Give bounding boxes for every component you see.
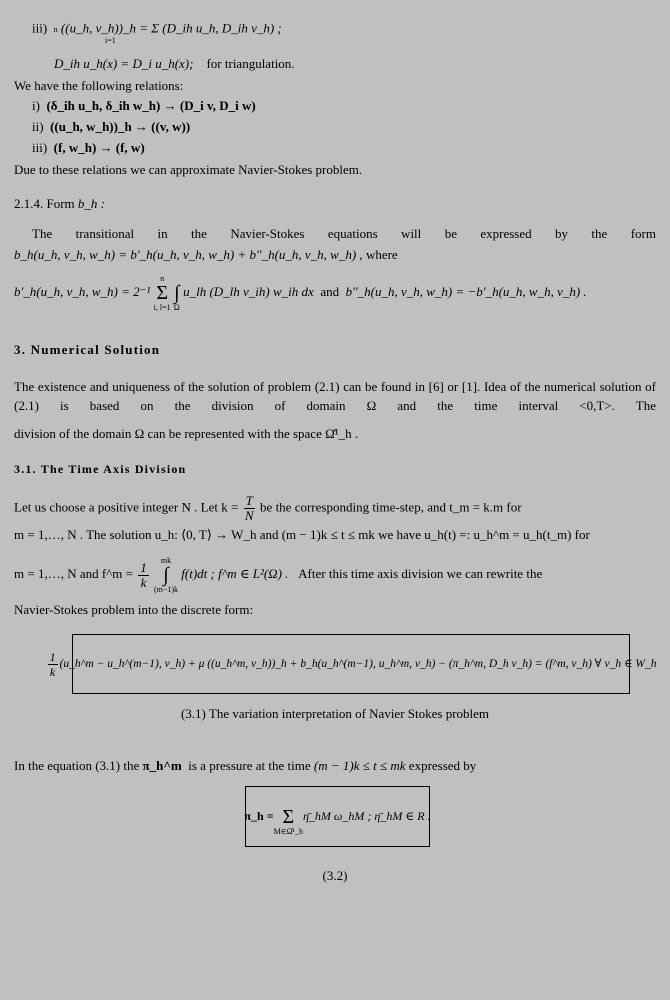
form-paragraph-line2 xyxy=(14,247,656,263)
form-definition: b_h(u_h, v_h, w_h) = b'_h(u_h, v_h, w_h) + b''_h(u_h, v_h, w_h) , xyxy=(14,247,363,262)
heading-text: 2.1.4. Form xyxy=(14,196,75,211)
pressure-symbol: π_h^m xyxy=(142,758,182,773)
eq32-right: η̄_hM ω_hM ; η̄_hM ∈ R . xyxy=(302,809,431,823)
section-3-paragraph-last: division of the domain Ω can be represented with the space Ω̊¹_h . xyxy=(14,426,359,441)
equation-3-2-label: (3.2) xyxy=(322,868,348,883)
heading-symbol: b_h : xyxy=(77,196,106,211)
b-double-prime: b''_h(u_h, v_h, w_h) = −b'_h(u_h, w_h, v_h) . xyxy=(345,283,587,299)
sum-symbol: Σ M∈Ω̊¹_h xyxy=(273,805,303,836)
pressure-text-c: expressed by xyxy=(408,758,477,773)
pressure-text-b: is a pressure at the time xyxy=(188,758,311,773)
time-division-line2: m = 1,…, N . The solution u_h: ⟨0, T⟩ → W_h and (m − 1)k ≤ t ≤ mk we have u_h(t) =: u_h^m = u_h(t_m) for xyxy=(14,527,590,542)
line3-formula: f(t)dt ; f^m ∈ L²(Ω) . xyxy=(181,565,289,581)
relation-formula: (f, w_h) → (f, w) xyxy=(53,140,145,155)
sum-lower-limit: i=1 xyxy=(105,36,116,45)
line1-text-b: be the corresponding time-step, and t_m = k.m for xyxy=(260,499,522,515)
form-paragraph-line1: The transitional in the Navier-Stokes equations will be expressed by the form xyxy=(32,226,656,241)
relation-ii xyxy=(32,119,656,135)
relation-label: i) xyxy=(32,98,40,113)
relations-intro: We have the following relations: xyxy=(14,78,184,93)
relation-label: ii) xyxy=(32,119,44,134)
item-label: iii) xyxy=(32,20,48,36)
derivative-equation-line xyxy=(54,56,656,72)
time-division-line4: Navier-Stokes problem into the discrete form: xyxy=(14,602,254,617)
line3-text-a: m = 1,…, N and f^m = xyxy=(14,565,133,581)
form-paragraph-line3 xyxy=(14,274,656,312)
section-3-paragraph: The existence and uniqueness of the solution of problem (2.1) can be found in [6] or [1]. Idea of the numerical solution of (2.1) is based on the division of domain Ω and the time interval <0,T>. The xyxy=(14,379,656,413)
integrand: u_lh (D_lh v_ih) w_ih dx xyxy=(183,283,314,299)
relation-label: iii) xyxy=(32,140,48,155)
relations-conclusion: Due to these relations we can approximate Navier-Stokes problem. xyxy=(14,162,363,177)
line1-text-a: Let us choose a positive integer N . Let k = xyxy=(14,499,239,515)
relation-i xyxy=(32,98,656,114)
eq31-fraction: $\frac{1}{k}$ xyxy=(49,649,56,679)
derivative-note: for triangulation. xyxy=(206,56,295,71)
section-3-1-heading: 3.1. The Time Axis Division xyxy=(14,462,187,476)
equation-3-1-caption: (3.1) The variation interpretation of Navier Stokes problem xyxy=(180,706,490,721)
sum-symbol: n xyxy=(53,25,58,34)
pressure-text-a: In the equation (3.1) the xyxy=(14,758,140,773)
and-text: and xyxy=(320,283,340,299)
b-prime-left: b'_h(u_h, v_h, w_h) = 2⁻¹ xyxy=(14,283,151,299)
line3-text-c: After this time axis division we can rewrite the xyxy=(298,565,543,581)
equation-3-1: (u_h^m − u_h^(m−1), v_h) + μ ((u_h^m, v_h))_h + b_h(u_h^(m−1), u_h^m, v_h) − (π_h^m, D_h v_h) = (f^m, v_h) ∀ v_h ∈ W_h xyxy=(59,657,657,670)
equation-3-1-box xyxy=(49,634,657,694)
pressure-sentence xyxy=(14,758,656,774)
k-fraction: $\frac{T}{N}$ xyxy=(244,493,254,523)
pressure-interval: (m − 1)k ≤ t ≤ mk xyxy=(313,758,406,773)
relation-iii xyxy=(32,140,656,156)
one-over-k-fraction: $\frac{1}{k}$ xyxy=(140,559,147,590)
derivative-equation: D_ih u_h(x) = D_i u_h(x); xyxy=(54,56,194,71)
section-2-1-4-heading xyxy=(14,196,656,212)
integral-symbol: ∫ Ω xyxy=(173,282,180,312)
relation-formula: ((u_h, w_h))_h → ((v, w)) xyxy=(50,119,191,134)
time-division-line1 xyxy=(14,494,656,523)
integral-symbol: mk ∫ (m−1)k xyxy=(153,556,179,594)
relation-formula: (δ_ih u_h, δ_ih w_h) → (D_i v, D_i w) xyxy=(46,98,256,113)
inner-product-equation: ((u_h, v_h))_h = Σ (D_ih u_h, D_ih v_h) ; xyxy=(60,20,282,36)
sum-symbol: n Σ i, l=1 xyxy=(153,274,171,312)
time-division-line3 xyxy=(14,556,656,594)
where-text: where xyxy=(365,247,398,262)
equation-3-2-box xyxy=(245,786,430,847)
section-3-heading: 3. Numerical Solution xyxy=(14,342,161,357)
item-iii-line xyxy=(32,14,656,45)
eq32-left: π_h = xyxy=(244,809,274,823)
